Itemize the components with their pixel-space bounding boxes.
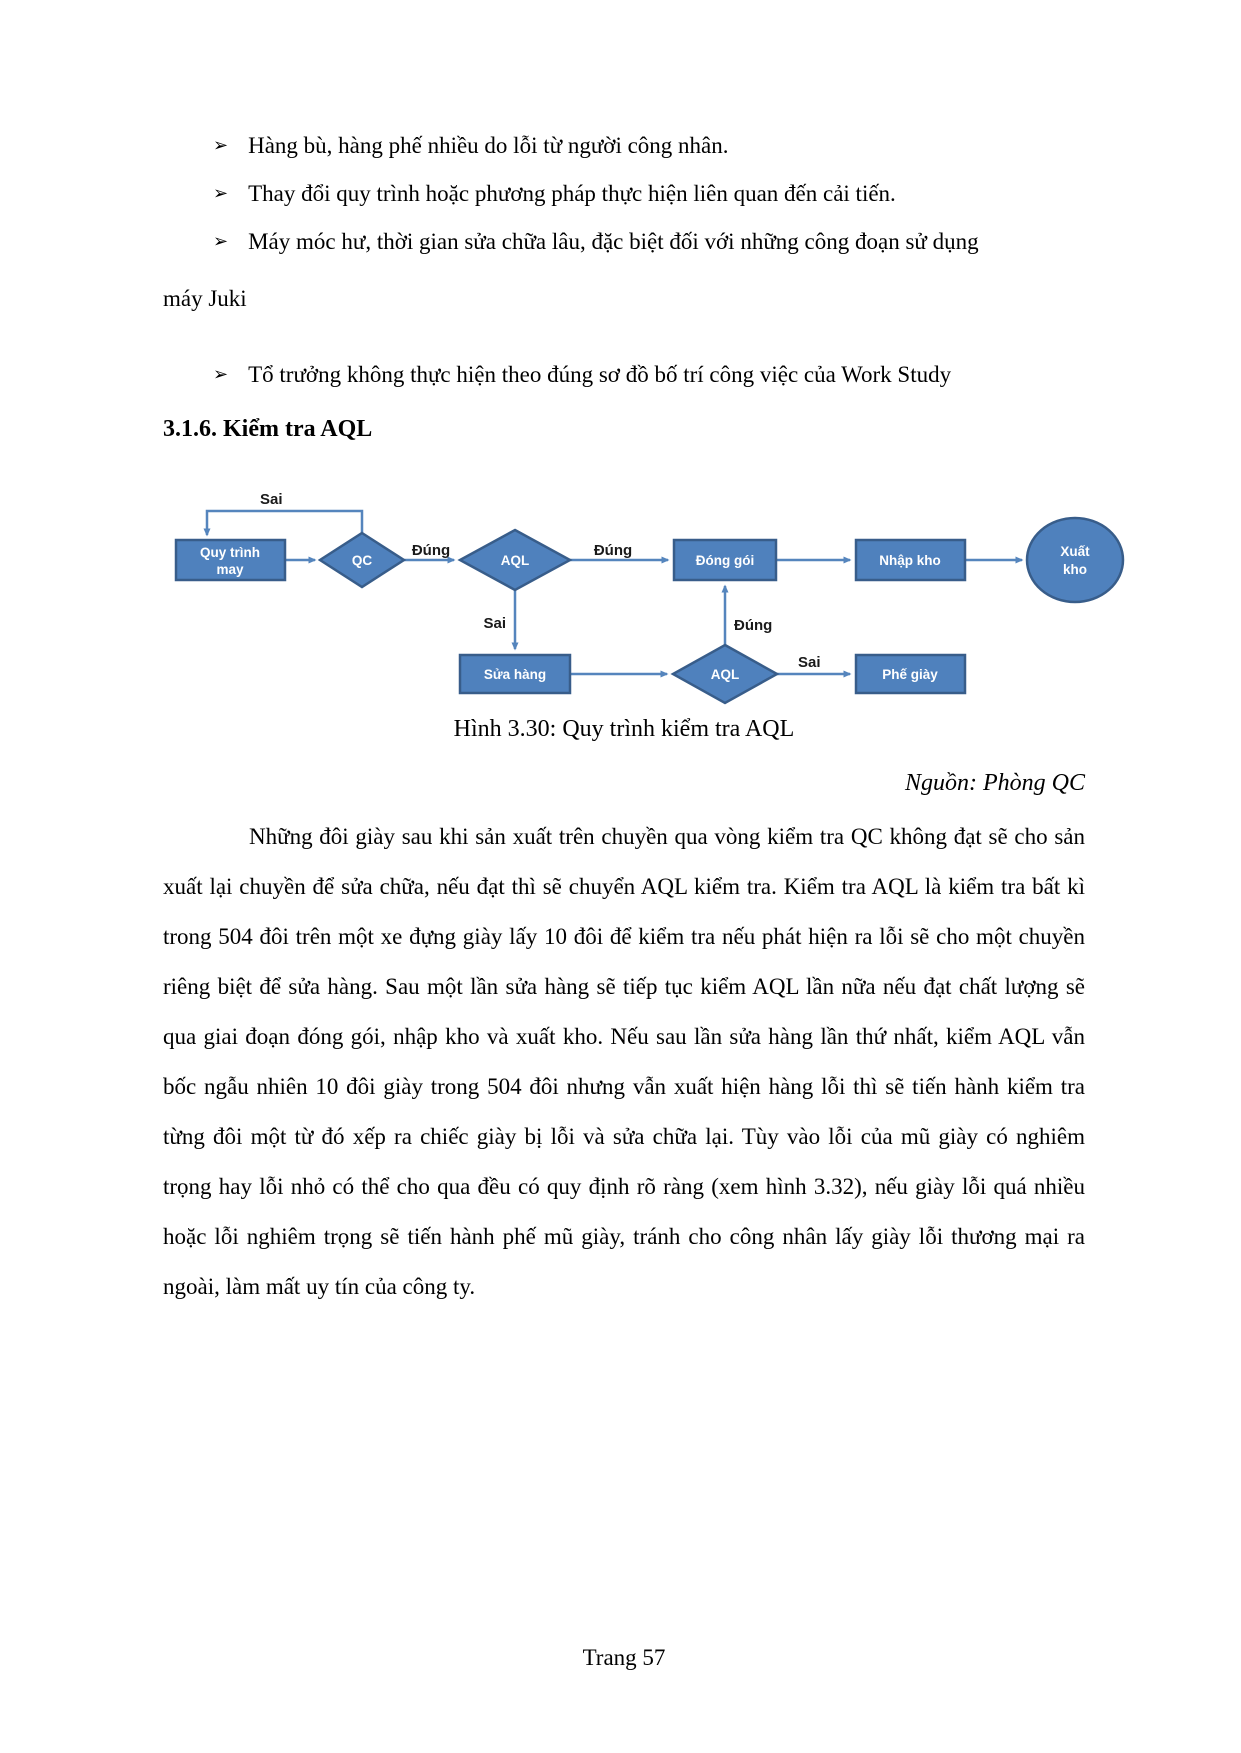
edge-qc-sai-loop xyxy=(207,511,362,535)
edge-label-sai-aql1: Sai xyxy=(483,615,506,632)
edge-label-dung-qc: Đúng xyxy=(411,542,451,559)
page-number: Trang 57 xyxy=(582,1645,666,1670)
edge-label-dung-aql2: Đúng xyxy=(734,617,773,634)
node-qc xyxy=(320,533,404,587)
arrow-bullet-icon: ➢ xyxy=(213,183,229,203)
bullet-item-4-text: Tổ trưởng không thực hiện theo đúng sơ đồ bố trí công việc của Work Study xyxy=(248,362,952,387)
node-nhap-kho-label: Nhập kho xyxy=(879,553,941,568)
node-sua-hang-label: Sửa hàng xyxy=(483,667,547,682)
bullet-item-2 xyxy=(213,181,896,207)
node-quy-trinh-may-label-1: Quy trình xyxy=(200,545,260,560)
section-heading: 3.1.6. Kiểm tra AQL xyxy=(163,416,373,442)
node-phe-giay-label: Phế giày xyxy=(882,667,938,682)
arrow-bullet-icon: ➢ xyxy=(213,364,229,384)
node-aql-1-label: AQL xyxy=(500,553,530,568)
aql-flowchart xyxy=(150,478,1135,710)
node-xuat-kho-label-2: kho xyxy=(1062,562,1088,577)
bullet-item-2-text: Thay đổi quy trình hoặc phương pháp thực hiện liên quan đến cải tiến. xyxy=(248,181,896,206)
node-sua-hang xyxy=(460,655,570,693)
node-aql-2-label: AQL xyxy=(710,667,740,682)
bullet-item-1-text: Hàng bù, hàng phế nhiều do lỗi từ người công nhân. xyxy=(248,133,729,158)
body-paragraph: Những đôi giày sau khi sản xuất trên chuyền qua vòng kiểm tra QC không đạt sẽ cho sản xuất lại chuyền để sửa chữa, nếu đạt thì sẽ chuyển AQL kiểm tra. Kiểm tra AQL là kiểm tra bất kì trong 504 đôi trên một xe đựng giày lấy 10 đôi để kiểm tra nếu phát hiện ra lỗi sẽ cho một chuyền riêng biệt để sửa hàng. Sau một lần sửa hàng sẽ tiếp tục kiểm AQL lần nữa nếu đạt chất lượng sẽ qua giai đoạn đóng gói, nhập kho và xuất kho. Nếu sau lần sửa hàng lần thứ nhất, kiểm AQL vẫn bốc ngẫu nhiên 10 đôi giày trong 504 đôi nhưng vẫn xuất hiện hàng lỗi thì sẽ tiến hành kiểm tra từng đôi một từ đó xếp ra chiếc giày bị lỗi và sửa chữa lại. Tùy vào lỗi của mũ giày có nghiêm trọng hay lỗi nhỏ có thể cho qua đều có quy định rõ ràng (xem hình 3.32), nếu giày lỗi quá nhiều hoặc lỗi nghiêm trọng sẽ tiến hành phế mũ giày, tránh cho công nhân lấy giày lỗi thương mại ra ngoài, làm mất uy tín của công ty. xyxy=(163,824,1085,1299)
bullet-item-3-continuation: máy Juki xyxy=(163,286,247,311)
arrow-bullet-icon: ➢ xyxy=(213,231,229,251)
node-aql-2 xyxy=(673,645,777,703)
arrow-bullet-icon: ➢ xyxy=(213,135,229,155)
node-xuat-kho-shape xyxy=(1027,518,1123,602)
bullet-item-3 xyxy=(213,229,979,255)
bullet-item-4 xyxy=(213,362,951,388)
node-quy-trinh-may xyxy=(176,540,285,580)
node-phe-giay xyxy=(856,655,965,693)
node-nhap-kho xyxy=(856,540,965,580)
node-qc-label: QC xyxy=(351,553,373,568)
edge-label-dung-aql1: Đúng xyxy=(593,542,633,559)
node-aql-1 xyxy=(460,530,570,590)
edge-label-sai-qc: Sai xyxy=(260,491,283,508)
node-dong-goi-label: Đóng gói xyxy=(695,553,755,568)
node-xuat-kho xyxy=(1027,518,1123,602)
bullet-item-1 xyxy=(213,133,729,159)
node-xuat-kho-label-1: Xuất xyxy=(1060,544,1090,559)
bullet-item-3-text: Máy móc hư, thời gian sửa chữa lâu, đặc biệt đối với những công đoạn sử dụng xyxy=(248,229,979,254)
node-quy-trinh-may-label-2: may xyxy=(216,562,244,577)
edge-label-sai-aql2: Sai xyxy=(798,654,821,671)
figure-source: Nguồn: Phòng QC xyxy=(905,770,1085,796)
figure-caption: Hình 3.30: Quy trình kiểm tra AQL xyxy=(453,716,795,742)
node-dong-goi xyxy=(674,540,776,580)
